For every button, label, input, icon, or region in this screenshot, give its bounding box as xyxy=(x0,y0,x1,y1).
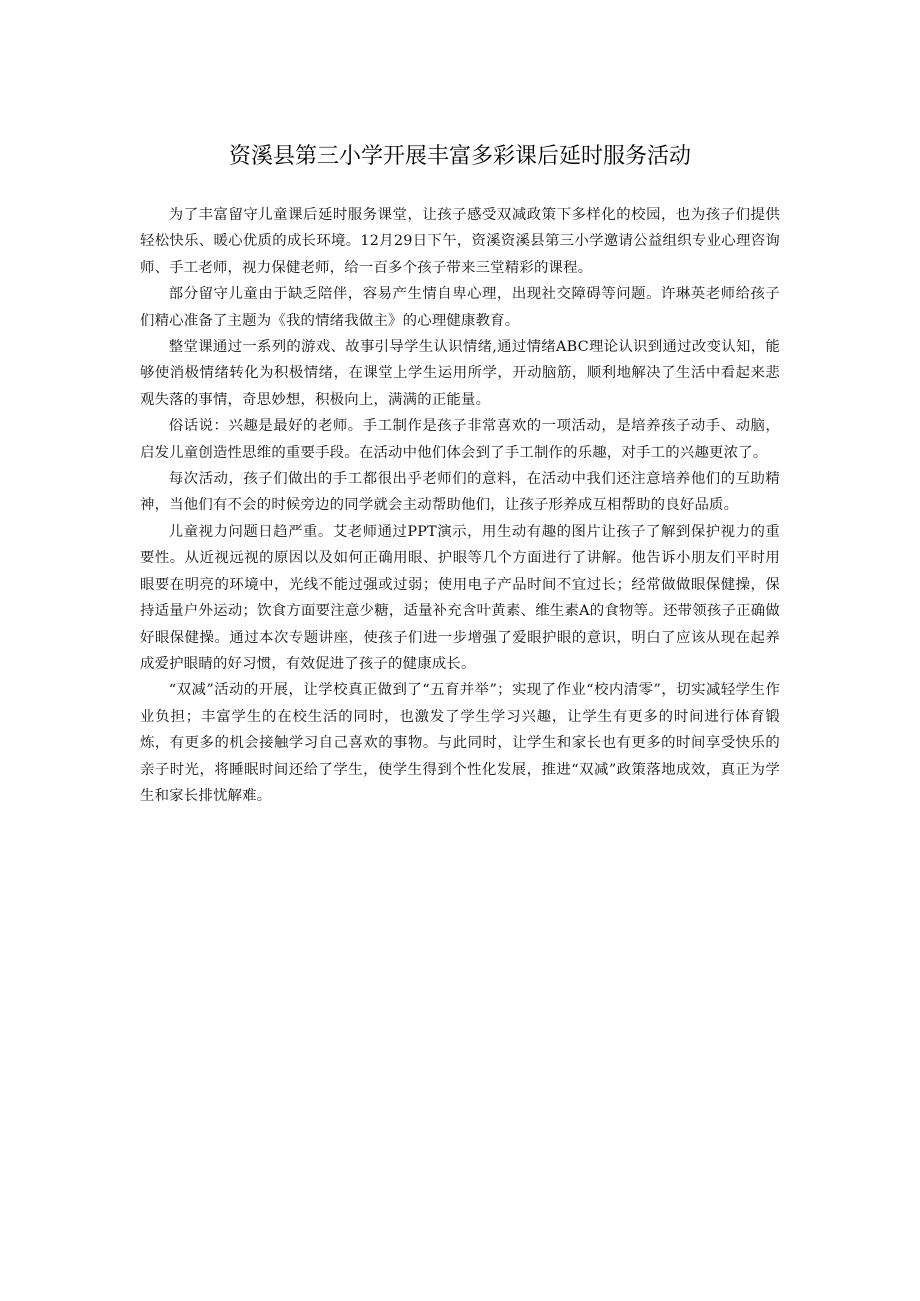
paragraph-double-reduction: “双减”活动的开展，让学校真正做到了“五育并举”；实现了作业“校内清零”，切实减轻学生作业负担；丰富学生的在校生活的同时，也激发了学生学习兴趣，让学生有更多的时间进行体育锻炼，有更多的机会接触学习自己喜欢的事物。与此同时，让学生和家长也有更多的时间享受快乐的亲子时光，将睡眠时间还给了学生，使学生得到个性化发展，推进“双减”政策落地成效，真正为学生和家长排忧解难。 xyxy=(140,682,780,804)
paragraph-mutual-help: 每次活动，孩子们做出的手工都很出乎老师们的意料，在活动中我们还注意培养他们的互助精神，当他们有不会的时候旁边的同学就会主动帮助他们，让孩子形养成互相帮助的良好品质。 xyxy=(140,471,780,514)
paragraph-psychology: 部分留守儿童由于缺乏陪伴，容易产生情自卑心理，出现社交障碍等问题。许琳英老师给孩子们精心准备了主题为《我的情绪我做主》的心理健康教育。 xyxy=(140,286,780,329)
paragraph-handicraft: 俗话说：兴趣是最好的老师。手工制作是孩子非常喜欢的一项活动，是培养孩子动手、动脑，启发儿童创造性思维的重要手段。在活动中他们体会到了手工制作的乐趣，对手工的兴趣更浓了。 xyxy=(140,418,780,461)
page-title: 资溪县第三小学开展丰富多彩课后延时服务活动 xyxy=(228,144,691,169)
paragraph-emotion-class: 整堂课通过一系列的游戏、故事引导学生认识情绪,通过情绪ABC理论认识到通过改变认知，能够使消极情绪转化为积极情绪，在课堂上学生运用所学，开动脑筋，顺利地解决了生活中看起来悲观失落的事情，奇思妙想，积极向上，满满的正能量。 xyxy=(140,339,780,408)
paragraph-intro: 为了丰富留守儿童课后延时服务课堂，让孩子感受双减政策下多样化的校园，也为孩子们提供轻松快乐、暖心优质的成长环境。12月29日下午，资溪资溪县第三小学邀请公益组织专业心理咨询师、手工老师，视力保健老师，给一百多个孩子带来三堂精彩的课程。 xyxy=(140,207,780,276)
article-body xyxy=(140,202,780,809)
paragraph-vision-care: 儿童视力问题日趋严重。艾老师通过PPT演示，用生动有趣的图片让孩子了解到保护视力的重要性。从近视远视的原因以及如何正确用眼、护眼等几个方面进行了讲解。他告诉小朋友们平时用眼要在明亮的环境中，光线不能过强或过弱；使用电子产品时间不宜过长；经常做做眼保健操，保持适量户外运动；饮食方面要注意少糖，适量补充含叶黄素、维生素A的食物等。还带领孩子正确做好眼保健操。通过本次专题讲座，使孩子们进一步增强了爱眼护眼的意识，明白了应该从现在起养成爱护眼睛的好习惯，有效促进了孩子的健康成长。 xyxy=(140,523,780,672)
